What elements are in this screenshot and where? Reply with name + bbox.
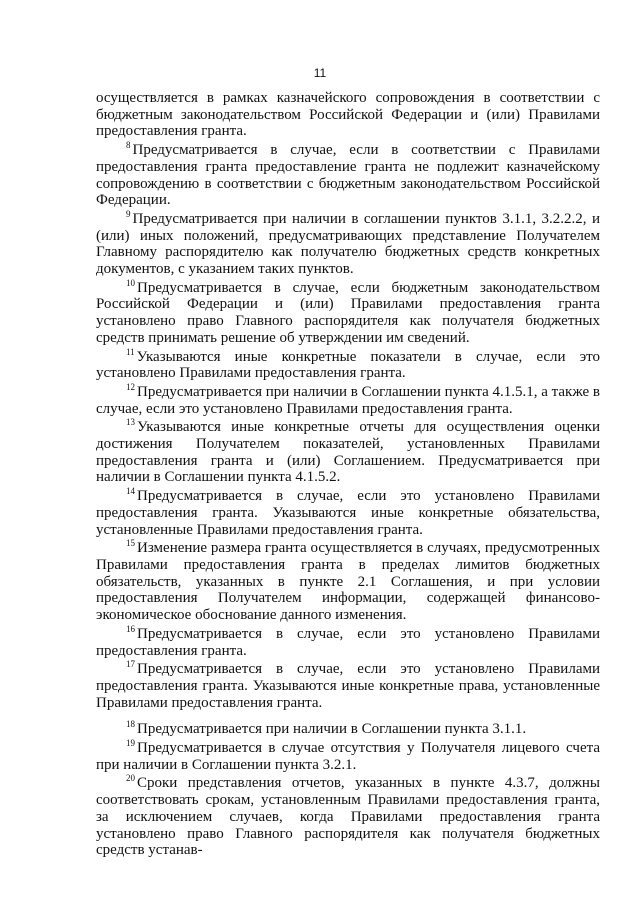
footnote-20 <box>96 775 600 859</box>
footnote-text: Указываются иные конкретные показатели в случае, если это установлено Правилами предоставления гранта. <box>96 348 600 382</box>
footnotes-body <box>96 90 600 861</box>
footnote-marker: 8 <box>126 140 131 151</box>
footnote-8 <box>96 142 600 209</box>
footnote-marker: 11 <box>126 346 135 357</box>
footnote-14 <box>96 488 600 538</box>
footnote-text: Предусматривается при наличии в Соглашении пункта 3.1.1. <box>137 721 527 738</box>
footnote-text: Предусматривается в случае, если это установлено Правилами предоставления гранта. Указываются иные конкретные обязательства, установленные Правилами предоставления гранта. <box>96 488 600 538</box>
footnote-marker: 13 <box>126 417 135 428</box>
footnote-marker: 19 <box>126 738 135 749</box>
footnote-text: Предусматривается в случае, если в соответствии с Правилами предоставления гранта предоставление гранта не подлежит казначейскому сопровождению в соответствии с бюджетным законодательством Российской Федерации. <box>96 142 600 209</box>
footnote-19 <box>96 740 600 773</box>
footnote-11 <box>96 346 600 382</box>
footnote-text: Предусматривается в случае, если бюджетным законодательством Российской Федерации и (или) Правилами предоставления гранта установлено право Главного распорядителя как получателя бюджетных средств принимать решение об утверждении им сведений. <box>96 279 600 346</box>
footnote-9 <box>96 208 600 278</box>
footnote-13 <box>96 419 600 486</box>
footnote-18 <box>96 721 600 738</box>
footnote-text: Изменение размера гранта осуществляется в случаях, предусмотренных Правилами предоставления гранта в пределах лимитов бюджетных обязательств, указанных в пункте 2.1 Соглашения, и при условии предоставления Получателем информации, содержащей финансово-экономическое обоснование данного изменения. <box>96 540 600 624</box>
footnote-marker: 10 <box>126 277 135 288</box>
footnote-12 <box>96 381 600 417</box>
footnote-marker: 9 <box>126 208 131 219</box>
footnote-text: Предусматривается в случае отсутствия у Получателя лицевого счета при наличии в Соглашении пункта 3.2.1. <box>96 740 600 773</box>
page-number: 11 <box>313 66 327 80</box>
footnote-17 <box>96 661 600 711</box>
footnote-text: Предусматривается при наличии в соглашении пунктов 3.1.1, 3.2.2.2, и (или) иных положений, предусматривающих представление Получателем Главному распорядителю как получателю бюджетных средств конкретных документов, с указанием таких пунктов. <box>96 210 600 278</box>
footnote-marker: 14 <box>126 486 135 497</box>
footnote-16 <box>96 623 600 659</box>
footnote-10 <box>96 277 600 347</box>
footnote-marker: 20 <box>126 773 135 784</box>
footnote-text: Предусматривается в случае, если это установлено Правилами предоставления гранта. <box>96 625 600 659</box>
paragraph-text: осуществляется в рамках казначейского сопровождения в соответствии с бюджетным законодательством Российской Федерации и (или) Правилами предоставления гранта. <box>96 90 600 140</box>
footnote-text: Предусматривается в случае, если это установлено Правилами предоставления гранта. Указываются иные конкретные права, установленные Правилами предоставления гранта. <box>96 661 600 711</box>
footnote-text: Указываются иные конкретные отчеты для осуществления оценки достижения Получателем показателей, установленных Правилами предоставления гранта и (или) Соглашением. Предусматривается при наличии в Соглашении пункта 4.1.5.2. <box>96 419 600 486</box>
footnote-marker: 12 <box>126 381 135 392</box>
footnote-15 <box>96 540 600 624</box>
footnote-text: Сроки представления отчетов, указанных в пункте 4.3.7, должны соответствовать срокам, установленным Правилами предоставления гранта, за исключением случаев, когда Правилами предоставления гранта установлено право Главного распорядителя как получателя бюджетных средств устанав- <box>96 775 600 859</box>
footnote-marker: 16 <box>126 623 135 634</box>
continued-paragraph <box>96 90 600 140</box>
footnote-marker: 15 <box>126 538 135 549</box>
footnote-text: Предусматривается при наличии в Соглашении пункта 4.1.5.1, а также в случае, если это установлено Правилами предоставления гранта. <box>96 383 600 417</box>
footnote-marker: 17 <box>126 659 135 670</box>
footnote-marker: 18 <box>126 719 135 730</box>
